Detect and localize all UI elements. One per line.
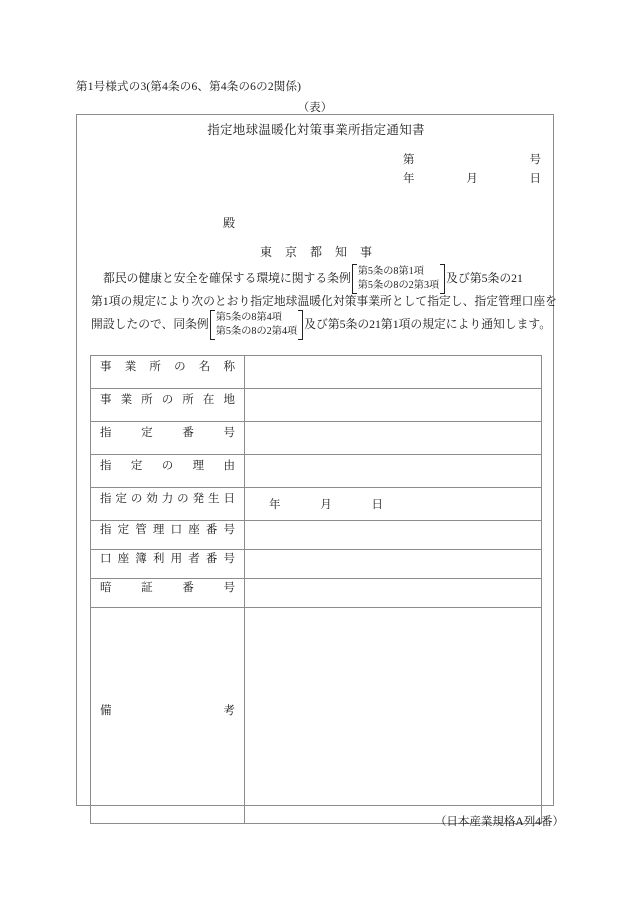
bracket-1-line-1: 第5条の8第1項 [357, 265, 424, 277]
bracket-right-2 [298, 310, 303, 340]
effective-month-label: 月 [320, 499, 332, 511]
bracket-contents-1 [357, 264, 441, 294]
label-text: 指定管理口座番号 [100, 524, 235, 536]
table-row [91, 488, 542, 521]
row-value-remarks[interactable] [245, 608, 542, 824]
row-label-management-account-number [91, 521, 245, 550]
row-value-management-account-number[interactable] [245, 521, 542, 550]
day-label: 日 [529, 173, 541, 185]
table-row [91, 455, 542, 488]
row-value-pin-number[interactable] [245, 579, 542, 608]
label-text: 指定の効力の発生日 [100, 493, 235, 505]
row-value-designation-reason[interactable] [245, 455, 542, 488]
number-blank [415, 151, 530, 170]
bracket-2-line-2: 第5条の8の2第4項 [215, 325, 298, 337]
notice-date-row [381, 170, 541, 189]
paper-size-note: （日本産業規格A列4番） [434, 816, 564, 828]
label-text: 口座簿利用者番号 [100, 553, 235, 565]
label-text: 事業所の所在地 [100, 394, 235, 406]
table-row [91, 579, 542, 608]
label-text: 指定の理由 [100, 460, 235, 472]
bracket-1-line-2: 第5条の8の2第3項 [357, 279, 440, 291]
body-line-1-part-1: 都民の健康と安全を確保する環境に関する条例 [103, 271, 351, 285]
row-value-designation-number[interactable] [245, 422, 542, 455]
row-label-effective-date [91, 488, 245, 521]
side-label: （表） [297, 102, 333, 114]
effective-date-fields [255, 496, 383, 512]
body-paragraph [91, 265, 557, 337]
body-line-3-part-1: 開設したので、同条例 [91, 317, 209, 331]
bracket-2-line-1: 第5条の8第4項 [215, 311, 282, 323]
notice-number-row [381, 151, 541, 170]
row-value-facility-name[interactable] [245, 356, 542, 389]
designation-details-table [90, 355, 542, 824]
effective-day-label: 日 [371, 499, 383, 511]
row-label-designation-reason [91, 455, 245, 488]
bracket-right-1 [440, 264, 445, 294]
addressee-honorific: 殿 [223, 216, 236, 230]
document-title: 指定地球温暖化対策事業所指定通知書 [207, 123, 425, 137]
notice-box [76, 114, 557, 806]
row-label-facility-name [91, 356, 245, 389]
number-date-block [381, 151, 541, 189]
body-line-2 [91, 290, 557, 313]
row-value-facility-address[interactable] [245, 389, 542, 422]
row-label-remarks [91, 608, 245, 824]
table-row [91, 608, 542, 824]
label-text: 暗証番号 [100, 582, 235, 594]
row-label-designation-number [91, 422, 245, 455]
body-line-3 [91, 311, 552, 337]
table-row [91, 389, 542, 422]
month-blank [478, 170, 530, 189]
number-prefix-label: 第 [403, 154, 415, 166]
effective-year-label: 年 [269, 499, 281, 511]
row-value-effective-date[interactable] [245, 488, 542, 521]
table-row [91, 422, 542, 455]
number-suffix-label: 号 [529, 154, 541, 166]
body-line-1-part-2: 及び第5条の21 [446, 271, 523, 285]
year-blank [415, 170, 467, 189]
year-label: 年 [403, 173, 415, 185]
ordinance-clause-bracket-1 [352, 264, 446, 294]
table-row [91, 550, 542, 579]
label-text: 備考 [100, 704, 235, 717]
table-row [91, 521, 542, 550]
row-label-facility-address [91, 389, 245, 422]
body-line-3-part-2: 及び第5条の21第1項の規定により通知します。 [304, 317, 552, 331]
body-line-1 [91, 267, 543, 290]
form-number-line: 第1号様式の3(第4条の6、第4条の6の2関係) [76, 81, 302, 93]
row-value-account-user-number[interactable] [245, 550, 542, 579]
label-text: 指定番号 [100, 427, 235, 439]
row-label-account-user-number [91, 550, 245, 579]
table-row [91, 356, 542, 389]
ordinance-clause-bracket-2 [210, 310, 304, 340]
issuer-name: 東 京 都 知 事 [259, 245, 377, 259]
label-text: 事業所の名称 [100, 361, 235, 373]
month-label: 月 [466, 173, 478, 185]
body-line-2-text: 第1項の規定により次のとおり指定地球温暖化対策事業所として指定し、指定管理口座を [91, 294, 557, 308]
bracket-contents-2 [215, 310, 299, 340]
row-label-pin-number [91, 579, 245, 608]
